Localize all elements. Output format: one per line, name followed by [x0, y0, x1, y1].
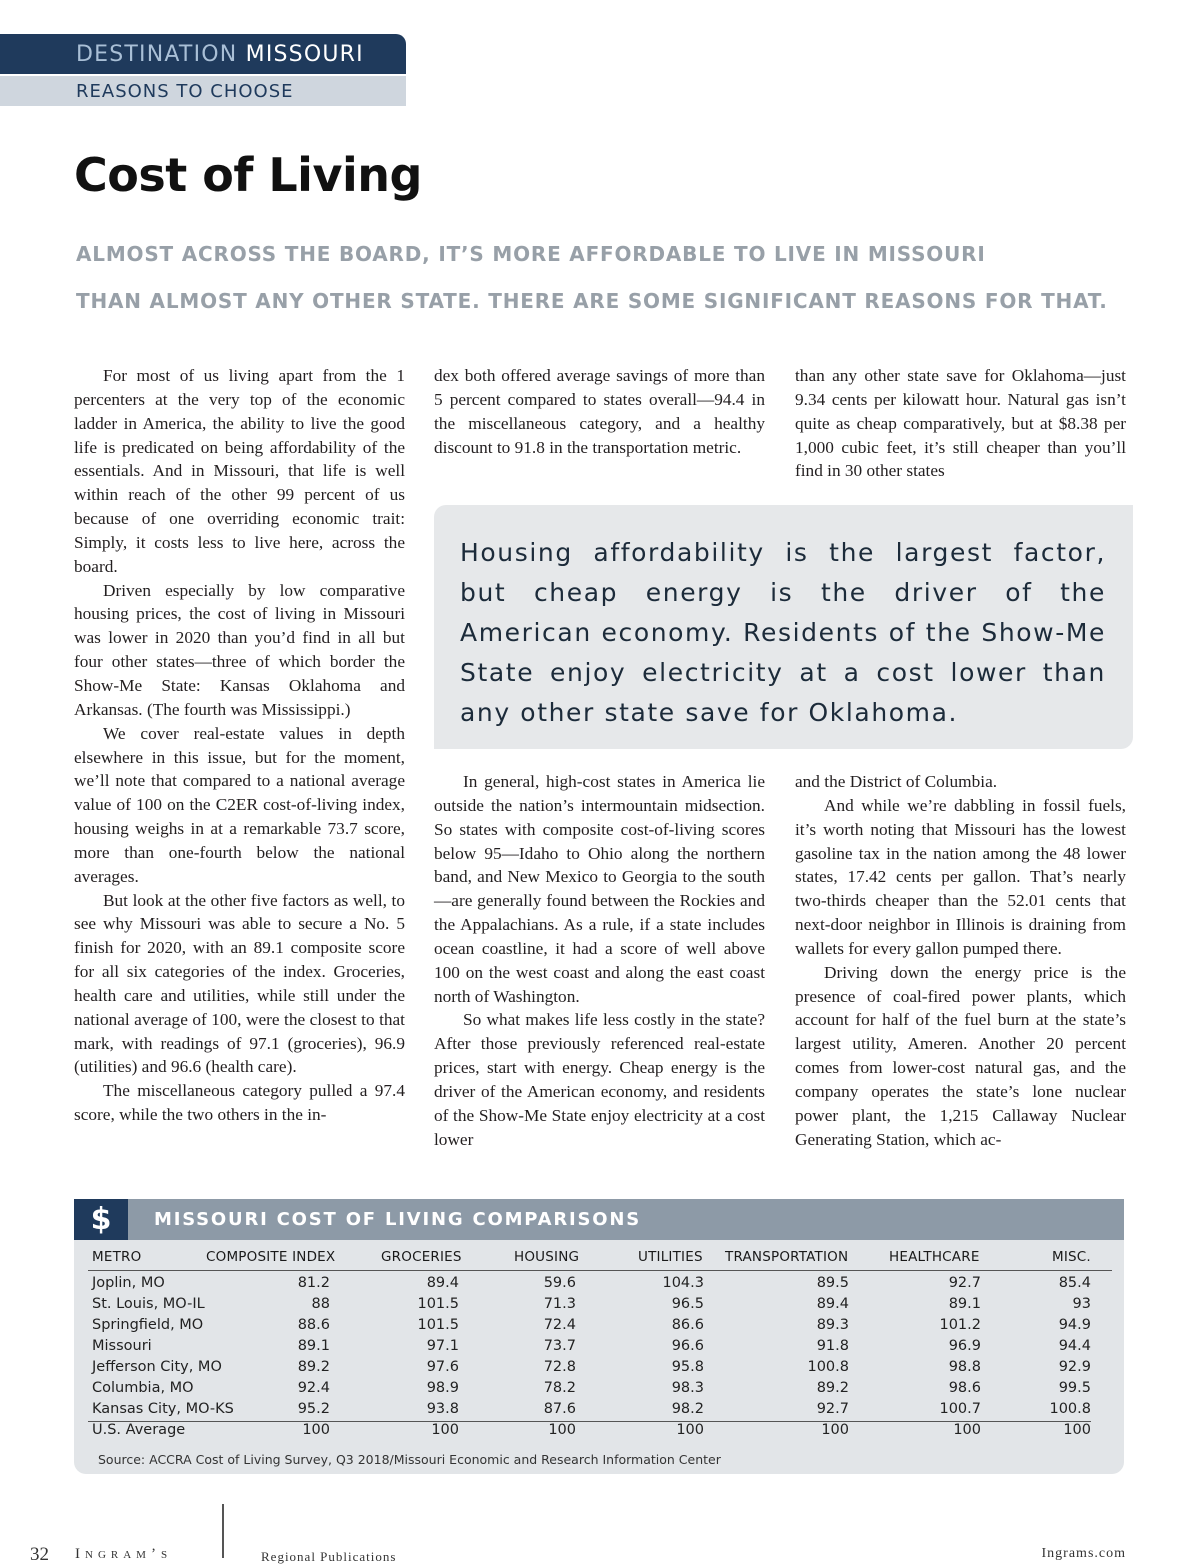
table-value-cell: 100: [1063, 1422, 1091, 1438]
body-column-3-top: [795, 364, 1126, 483]
table-value-cell: 97.6: [426, 1359, 459, 1375]
dollar-icon: $: [74, 1199, 128, 1240]
table-value-cell: 89.4: [816, 1296, 849, 1312]
paragraph: than any other state save for Oklahoma—just 9.34 cents per kilowatt hour. Natural gas isn’t quite as cheap comparatively, but at $8.38 per 1,000 cubic feet, it’s still cheaper than you’ll find in 30 other states: [795, 366, 1126, 481]
table-value-cell: 96.5: [671, 1296, 704, 1312]
table-value-cell: 98.6: [948, 1380, 981, 1396]
table-value-cell: 101.5: [417, 1296, 459, 1312]
table-value-cell: 100: [821, 1422, 849, 1438]
table-metro-cell: Kansas City, MO-KS: [92, 1401, 234, 1417]
table-value-cell: 72.8: [543, 1359, 576, 1375]
table-header-cell: GROCERIES: [381, 1249, 462, 1265]
body-column-1: [74, 364, 405, 1127]
table-value-cell: 98.8: [948, 1359, 981, 1375]
table-metro-cell: Missouri: [92, 1338, 152, 1354]
page-number: 32: [30, 1544, 49, 1565]
table-value-cell: 89.2: [816, 1380, 849, 1396]
table-header-cell: MISC.: [1052, 1249, 1091, 1265]
cost-of-living-table: [74, 1199, 1124, 1474]
footer-divider: [222, 1504, 224, 1558]
section-subheader: [0, 76, 406, 106]
table-value-cell: 72.4: [543, 1317, 576, 1333]
table-value-cell: 98.2: [671, 1401, 704, 1417]
table-header-rule: [88, 1270, 1112, 1271]
table-value-cell: 89.1: [297, 1338, 330, 1354]
table-value-cell: 104.3: [662, 1275, 704, 1291]
table-header-cell: UTILITIES: [638, 1249, 703, 1265]
table-source: Source: ACCRA Cost of Living Survey, Q3 2018/Missouri Economic and Research Information Center: [98, 1452, 721, 1467]
footer-website: Ingrams.com: [1041, 1546, 1126, 1561]
table-value-cell: 98.3: [671, 1380, 704, 1396]
paragraph: The miscellaneous category pulled a 97.4 score, while the two others in the in-: [74, 1081, 405, 1125]
table-total-rule: [88, 1421, 1091, 1422]
table-value-cell: 87.6: [543, 1401, 576, 1417]
table-value-cell: 100.7: [939, 1401, 981, 1417]
pull-quote-text: Housing affordability is the largest factor, but cheap energy is the driver of the American economy. Residents of the Show-Me State enjoy electricity at a cost lower than any other state save for Oklahoma.: [460, 538, 1106, 727]
table-value-cell: 89.4: [426, 1275, 459, 1291]
deck-line-1: ALMOST ACROSS THE BOARD, IT’S MORE AFFORDABLE TO LIVE IN MISSOURI: [76, 242, 986, 266]
table-header-cell: METRO: [92, 1249, 142, 1265]
paragraph: Driven especially by low comparative housing prices, the cost of living in Missouri was lower in 2020 than you’d find in all but four other states—three of which border the Show-Me State: Kansas Oklahoma and Arkansas. (The fourth was Mississippi.): [74, 580, 405, 719]
table-value-cell: 96.9: [948, 1338, 981, 1354]
table-value-cell: 92.7: [948, 1275, 981, 1291]
table-value-cell: 71.3: [543, 1296, 576, 1312]
kicker-bold: MISSOURI: [245, 42, 364, 67]
table-value-cell: 99.5: [1058, 1380, 1091, 1396]
table-value-cell: 97.1: [426, 1338, 459, 1354]
table-metro-cell: St. Louis, MO-IL: [92, 1296, 205, 1312]
table-value-cell: 89.3: [816, 1317, 849, 1333]
table-metro-cell: Springfield, MO: [92, 1317, 204, 1333]
table-value-cell: 89.1: [948, 1296, 981, 1312]
table-header-cell: HOUSING: [514, 1249, 580, 1265]
table-value-cell: 93.8: [426, 1401, 459, 1417]
table-value-cell: 88.6: [297, 1317, 330, 1333]
footer-section: Regional Publications: [261, 1549, 397, 1564]
table-value-cell: 98.9: [426, 1380, 459, 1396]
table-title: MISSOURI COST OF LIVING COMPARISONS: [154, 1209, 642, 1230]
body-column-2-bottom: [434, 770, 765, 1152]
table-metro-cell: Columbia, MO: [92, 1380, 194, 1396]
deck-line-2: THAN ALMOST ANY OTHER STATE. THERE ARE SOME SIGNIFICANT REASONS FOR THAT.: [76, 289, 1108, 313]
table-value-cell: 93: [1072, 1296, 1091, 1312]
paragraph: For most of us living apart from the 1 percenters at the very top of the economic ladder in America, the ability to live the good life is predicated on being affordability of the essentials. And in Missouri, that life is well within reach of the other 99 percent of us because of one overriding economic trait: Simply, it costs less to live here, across the board.: [74, 366, 405, 576]
section-label: REASONS TO CHOOSE: [76, 81, 294, 102]
pull-quote: [434, 505, 1133, 749]
table-value-cell: 95.2: [297, 1401, 330, 1417]
table-value-cell: 100: [302, 1422, 330, 1438]
table-value-cell: 86.6: [671, 1317, 704, 1333]
table-value-cell: 88: [311, 1296, 330, 1312]
table-value-cell: 96.6: [671, 1338, 704, 1354]
paragraph: So what makes life less costly in the state? After those previously referenced real-estate prices, start with energy. Cheap energy is the driver of the American economy, and residents of the Show-Me State enjoy electricity at a cost lower: [434, 1010, 765, 1149]
paragraph: Driving down the energy price is the presence of coal-fired power plants, which account for half of the fuel burn at the state’s largest utility, Ameren. Another 20 percent comes from lower-cost natural gas, and the company operates the state’s lone nuclear power plant, the 1,215 Callaway Nuclear Generating Station, which ac-: [795, 962, 1126, 1149]
table-value-cell: 100: [676, 1422, 704, 1438]
paragraph: In general, high-cost states in America lie outside the nation’s intermountain midsection. So states with composite cost-of-living scores below 95—Idaho to Ohio along the northern band, and New Mexico to Georgia to the south—are generally found between the Rockies and the Appalachians. As a rule, if a state includes ocean coastline, it had a score of well above 100 on the west coast and along the east coast north of Washington.: [434, 772, 765, 1006]
table-metro-cell: Jefferson City, MO: [92, 1359, 222, 1375]
table-value-cell: 101.2: [939, 1317, 981, 1333]
table-header-cell: HEALTHCARE: [889, 1249, 980, 1265]
table-value-cell: 89.2: [297, 1359, 330, 1375]
table-value-cell: 101.5: [417, 1317, 459, 1333]
table-metro-cell: Joplin, MO: [92, 1275, 165, 1291]
paragraph: And while we’re dabbling in fossil fuels, it’s worth noting that Missouri has the lowest gasoline tax in the nation among the 48 lower states, 17.42 cents per gallon. That’s nearly two-thirds cheaper than the 52.01 cents that next-door neighbor in Illinois is draining from wallets for every gallon pumped there.: [795, 795, 1126, 958]
table-value-cell: 89.5: [816, 1275, 849, 1291]
table-value-cell: 100: [953, 1422, 981, 1438]
table-value-cell: 91.8: [816, 1338, 849, 1354]
publication-name: Ingram’s: [75, 1546, 173, 1562]
table-value-cell: 92.4: [297, 1380, 330, 1396]
table-value-cell: 94.4: [1058, 1338, 1091, 1354]
table-value-cell: 94.9: [1058, 1317, 1091, 1333]
table-value-cell: 95.8: [671, 1359, 704, 1375]
body-column-2-top: [434, 364, 765, 459]
table-metro-cell: U.S. Average: [92, 1422, 186, 1438]
paragraph: But look at the other five factors as well, to see why Missouri was able to secure a No. 5 finish for 2020, with an 89.1 composite score for all six categories of the index. Groceries, health care and utilities, while still under the national average of 100, were the closest to that mark, with readings of 97.1 (groceries), 96.9 (utilities) and 96.6 (health care).: [74, 890, 405, 1077]
body-column-3-bottom: [795, 770, 1126, 1152]
table-value-cell: 100: [431, 1422, 459, 1438]
table-value-cell: 73.7: [543, 1338, 576, 1354]
table-value-cell: 100: [548, 1422, 576, 1438]
paragraph: and the District of Columbia.: [795, 772, 998, 791]
table-header-cell: TRANSPORTATION: [725, 1249, 849, 1265]
paragraph: We cover real-estate values in depth elsewhere in this issue, but for the moment, we’ll note that compared to a national average value of 100 on the C2ER cost-of-living index, housing weighs in at a remarkable 73.7 score, more than one-fourth below the national averages.: [74, 723, 405, 886]
table-value-cell: 100.8: [1049, 1401, 1091, 1417]
section-header: [0, 34, 406, 74]
table-value-cell: 78.2: [543, 1380, 576, 1396]
paragraph: dex both offered average savings of more than 5 percent compared to states overall—94.4 in the miscellaneous category, and a healthy discount to 91.8 in the transportation metric.: [434, 366, 765, 457]
table-header-cell: COMPOSITE INDEX: [206, 1249, 336, 1265]
table-value-cell: 59.6: [543, 1275, 576, 1291]
table-value-cell: 100.8: [807, 1359, 849, 1375]
table-value-cell: 81.2: [297, 1275, 330, 1291]
kicker-light: DESTINATION: [76, 42, 238, 67]
table-value-cell: 85.4: [1058, 1275, 1091, 1291]
section-kicker: [76, 42, 364, 67]
table-value-cell: 92.7: [816, 1401, 849, 1417]
page-title: Cost of Living: [74, 148, 422, 202]
table-value-cell: 92.9: [1058, 1359, 1091, 1375]
